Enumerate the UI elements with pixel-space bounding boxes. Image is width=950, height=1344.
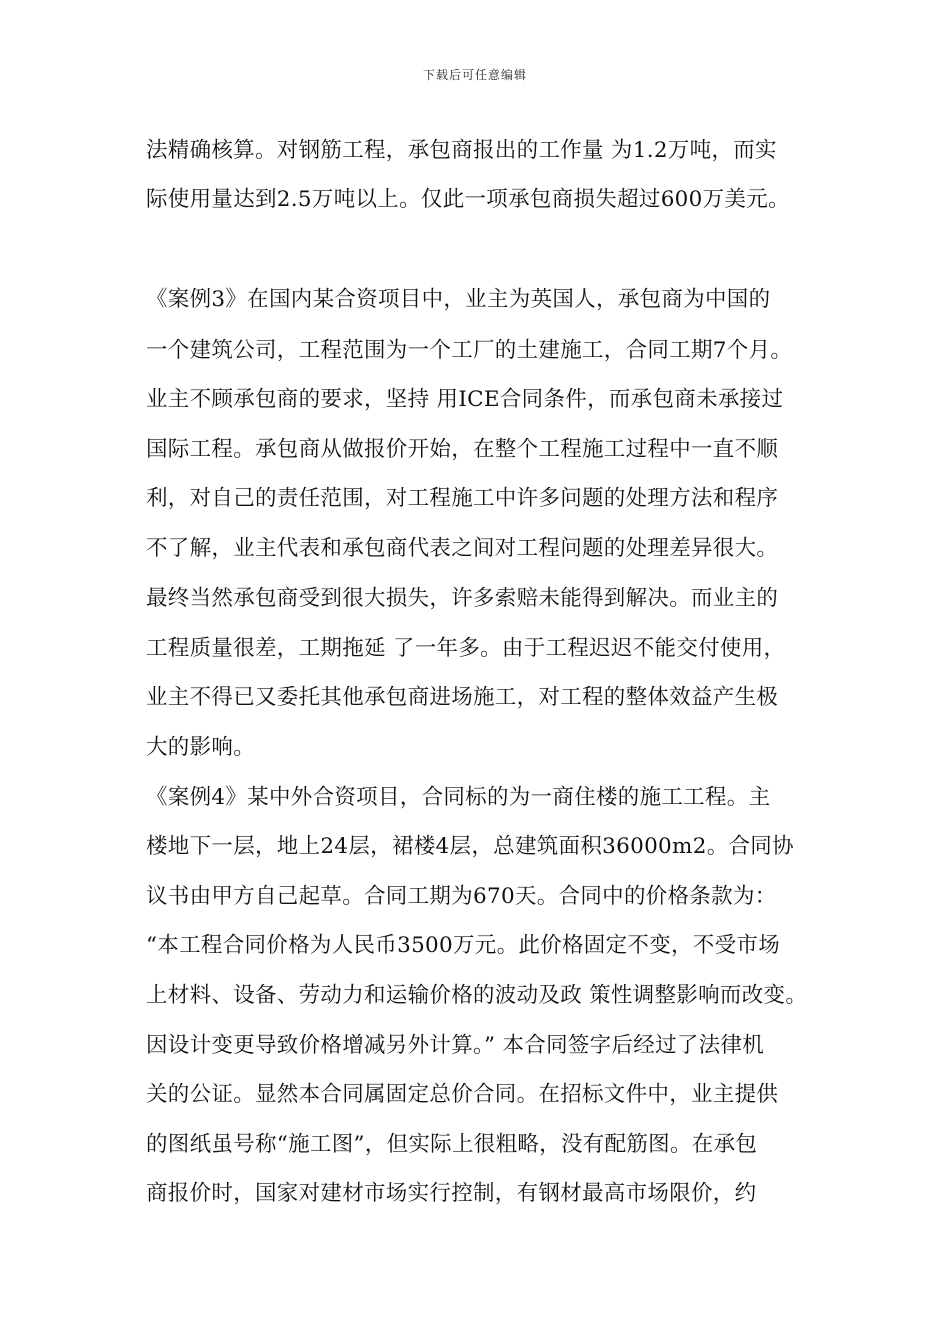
page-header: 下载后可任意编辑: [422, 68, 527, 82]
text-line: 的图纸虽号称“施工图”，但实际上很粗略，没有配筋图。在承包: [146, 1132, 758, 1157]
text-line: 《案例4》某中外合资项目，合同标的为一商住楼的施工工程。主: [146, 785, 771, 810]
text-line: 上材料、设备、劳动力和运输价格的波动及政 策性调整影响而改变。: [146, 983, 808, 1008]
text-line: 因设计变更导致价格增减另外计算。” 本合同签字后经过了法律机: [146, 1033, 765, 1058]
text-line: 国际工程。承包商从做报价开始，在整个工程施工过程中一直不顺: [146, 437, 779, 462]
text-line: 利，对自己的责任范围，对工程施工中许多问题的处理方法和程序: [146, 486, 779, 511]
text-line: 议书由甲方自己起草。合同工期为670天。合同中的价格条款为：: [146, 884, 777, 909]
text-line: 业主不得已又委托其他承包商进场施工，对工程的整体效益产生极: [146, 685, 779, 710]
text-line: 工程质量很差，工期拖延 了一年多。由于工程迟迟不能交付使用，: [146, 636, 786, 661]
text-line: 楼地下一层，地上24层，裙楼4层，总建筑面积36000m2。合同协: [146, 834, 794, 859]
text-line: 最终当然承包商受到很大损失，许多索赔未能得到解决。而业主的: [146, 586, 779, 611]
text-line: 大的影响。: [146, 735, 256, 760]
text-line: 商报价时，国家对建材市场实行控制，有钢材最高市场限价，约: [146, 1181, 757, 1206]
text-line: 业主不顾承包商的要求，坚持 用ICE合同条件，而承包商未承接过: [146, 387, 784, 412]
text-line: 法精确核算。对钢筋工程，承包商报出的工作量 为1.2万吨，而实: [146, 138, 777, 163]
text-line: 关的公证。显然本合同属固定总价合同。在招标文件中，业主提供: [146, 1082, 779, 1107]
text-line: 一个建筑公司，工程范围为一个工厂的土建施工，合同工期7个月。: [146, 338, 793, 363]
text-line: 《案例3》在国内某合资项目中，业主为英国人，承包商为中国的: [146, 287, 771, 312]
text-line: 不了解，业主代表和承包商代表之间对工程问题的处理差异很大。: [146, 536, 779, 561]
text-line: “本工程合同价格为人民币3500万元。此价格固定不变，不受市场: [146, 933, 781, 958]
text-line: 际使用量达到2.5万吨以上。仅此一项承包商损失超过600万美元。: [146, 187, 790, 212]
